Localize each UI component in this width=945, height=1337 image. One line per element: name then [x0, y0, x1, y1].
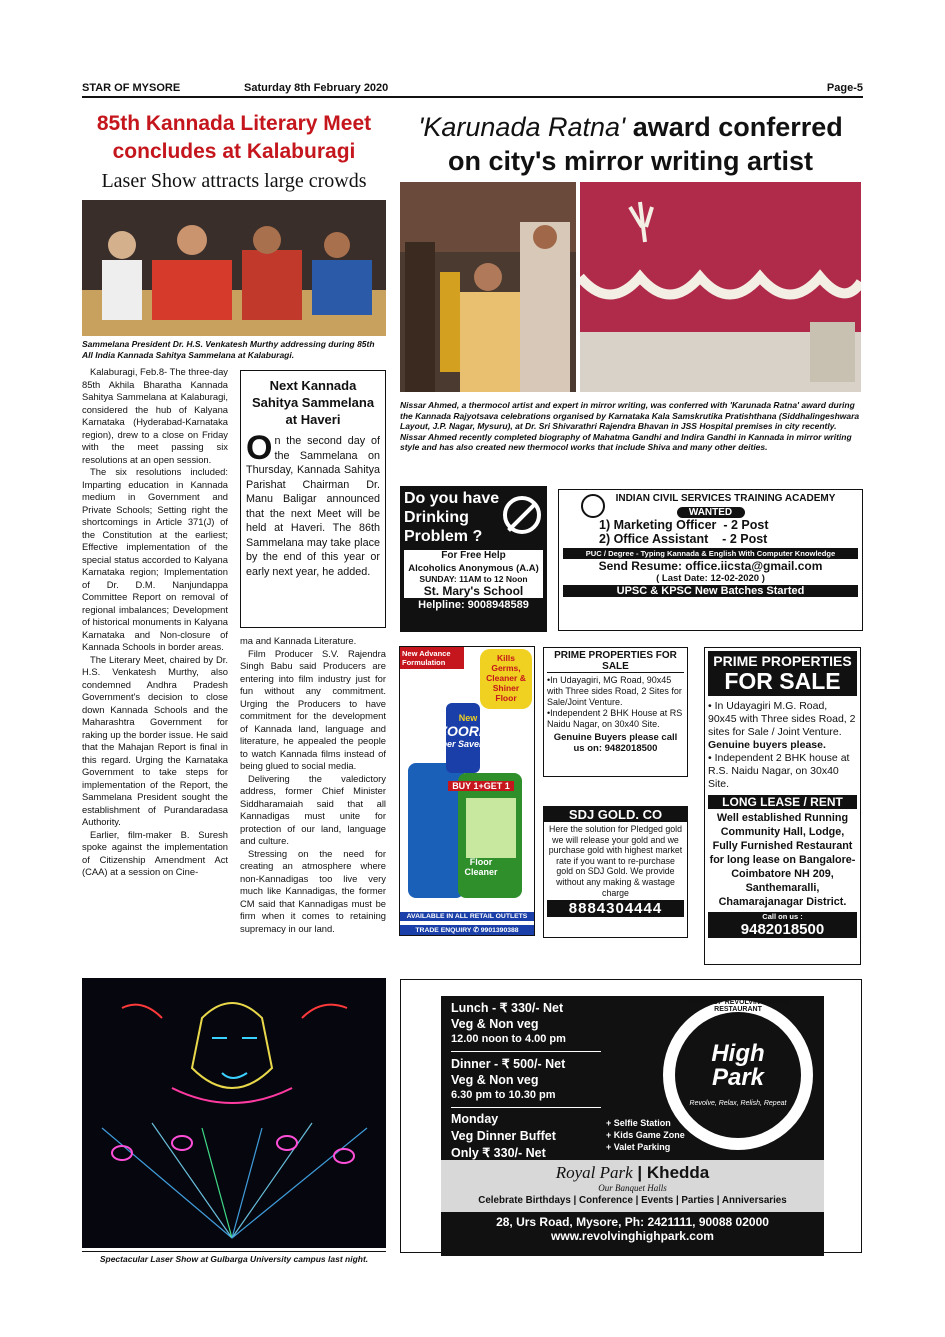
right-headline: 'Karunada Ratna' award conferred on city's mirror writing artist — [418, 112, 843, 176]
prime-properties-small-ad: PRIME PROPERTIES FOR SALE •In Udayagiri, MG Road, 90x45 with Three sides Road, 2 Sites for Sale/Joint Venture. •Independent 2 BHK House at RS Naidu Nagar, on 30x40 Site. Genuine Buyers please call us on: 9482018500 — [543, 647, 688, 777]
left-column-1: Kalaburagi, Feb.8- The three-day 85th Akhila Bharatha Kannada Sahitya Sammelana at Kalaburagi, considered the hub of Kalyana Karnataka (Hyderabad-Karnataka region), drew to a close on Friday with the meet passing six resolutions at an open session. The six resolutions included: Imparting education in Kannada medium in Government and Private Schools; Setting right the shortcomings in Article 371(J) of the Constitution at the earliest; Effective implementation of the special status accorded to Kalyana Karnataka region; Implementation of Dr. D.M. Nanjundappa Committee Report on removal of regional imbalances; Development of historical monuments in Kalyana Karnataka and Non-closure of Kannada Schools in border areas. The Literary Meet, chaired by Dr. H.S. Venkatesh Murthy, also condemned Andhra Pradesh Government's decision to close down Kannada Schools and the Maharashtra Government for raking up the border issue. He said that the Mahajan Report is final in this regard. Urging the Karnataka Government to take steps for implementation of the Report, the Sammelana President sought the establishment of Purandaradasa Authority. Earlier, film-maker B. Suresh spoke against the implementation of Citizenship Amendment Act (CAA) at a session on Cine- — [82, 366, 228, 877]
academy-ad: INDIAN CIVIL SERVICES TRAINING ACADEMY WANTED 1) Marketing Officer - 2 Post 2) Office Assistant - 2 Post PUC / Degree - Typing Kannada & English With Computer Knowledge Send Resume: office.iicsta@gmail.com ( Last Date: 12-02-2020 ) UPSC & KPSC New Batches Started — [558, 489, 863, 631]
award-photo — [400, 182, 576, 392]
zoorex-ad: New Advance Formulation Kills Germs, Cleaner & Shiner Floor New ZOOREX Super Saver Pack BUY 1+GET 1 Floor Cleaner AVAILABLE IN ALL RETAIL OUTLETS TRADE ENQUIRY ✆ 9901390388 — [399, 646, 535, 936]
prime-item-1: • In Udayagiri M.G. Road, 90x45 with Three sides Road, 2 sites for Sale / Joint Venture. Genuine buyers please. — [708, 700, 856, 751]
sdj-gold-ad: SDJ GOLD. CO Here the solution for Pledged gold we will release your gold and we purchase gold with highest market rate if you want to re-purchase gold on SDJ Gold. We provide without any making & wastage charge 8884304444 — [543, 806, 688, 938]
haveri-box — [240, 370, 386, 628]
page-header — [82, 80, 863, 98]
highpark-logo: ROOF TOP REVOLVING BAR & RESTAURANT High Park Revolve, Relax, Relish, Repeat — [663, 1000, 813, 1150]
left-headline: 85th Kannada Literary Meet concludes at Kalaburagi — [96, 112, 372, 163]
haveri-box-text: n the second day of the Sammelana on Thursday, Kannada Sahitya Parishat Chairman Dr. Manu Baligar announced that the next Meet will be held at Haveri. The 86th Sammelana may take place by the end of this year or early next year, he added. — [246, 435, 380, 578]
award-caption: Nissar Ahmed, a thermocol artist and expert in mirror writing, was conferred with 'Karunada Ratna' award during the Kannada Rajyotsava celebrations organised by Karnataka Kala Samskrutika Pratishthana (Siddhalingeshwara Layout, J.P. Nagar, Mysuru), at Dr. Sri Shivarathri Rajendra Bhavan in JSS Hospital premises in city recently. Nissar Ahmed recently completed biography of Mahatma Gandhi and Indira Gandhi in Kannada in mirror writing style and has also created new thermocol works that include Shiva and many other deities. — [400, 400, 860, 453]
dropcap: O — [246, 429, 273, 467]
perks: + Selfie Station + Kids Game Zone + Valet Parking — [606, 1118, 685, 1152]
menu-block: Lunch - ₹ 330/- Net Veg & Non veg 12.00 noon to 4.00 pm Dinner - ₹ 500/- Net Veg & Non veg 6.30 pm to 10.30 pm Monday Veg Dinner Buffet Only ₹ 330/- Net — [451, 1000, 601, 1162]
paper-name: STAR OF MYSORE — [82, 82, 181, 94]
page-number: Page-5 — [826, 82, 863, 94]
highpark-ad: Lunch - ₹ 330/- Net Veg & Non veg 12.00 noon to 4.00 pm Dinner - ₹ 500/- Net Veg & Non veg 6.30 pm to 10.30 pm Monday Veg Dinner Buffet Only ₹ 330/- Net + Selfie Station + Kids Game Zone + Valet Parking ROOF TOP REVOLVING BAR & RESTAURANT High Park Revolve, Relax, Relish, Repeat Royal Park | Khedda Our Banquet Halls Celebrate Birthdays | Conference | Events | Parties | Anniversaries 28, Urs Road, Mysore, Ph: 2421111, 90088 02000 www.revolvinghighpark.com — [400, 979, 862, 1253]
prime-item-2: • Independent 2 BHK house at R.S. Naidu Nagar, on 30x40 Site. — [708, 752, 850, 790]
issue-date: Saturday 8th February 2020 — [244, 82, 389, 94]
prime-properties-big-ad: PRIME PROPERTIES FOR SALE • In Udayagiri M.G. Road, 90x45 with Three sides Road, 2 sites for Sale / Joint Venture. Genuine buyers please. • Independent 2 BHK house at R.S. Naidu Nagar, on 30x40 Site. LONG LEASE / RENT Well established Running Community Hall, Lodge, Fully Furnished Restaurant for long lease on Bangalore-Coimbatore NH 209, Santhemaralli, Chamarajanagar District. Call on us : 9482018500 — [704, 647, 861, 965]
aa-ad: Do you have Drinking Problem ? For Free Help Alcoholics Anonymous (A.A) SUNDAY: 11AM to 12 Noon St. Mary's School Helpline: 9008948589 — [400, 486, 547, 632]
left-subhead: Laser Show attracts large crowds — [101, 170, 367, 192]
left-column-2: ma and Kannada Literature. Film Producer S.V. Rajendra Singh Babu said Producers are entering into film industry just for fun without any commitment. Urging the Producers to have commitment for the development of Kannada land, language and literature, he appealed the people to watch Kannada films instead of being glued to social media. Delivering the valedictory address, former Chief Minister Siddharamaiah said that all Kannadigas must unite for protection of our land, language and culture. Stressing on the need for creating an atmosphere where non-Kannadigas too live very much like Kannadigas, the former CM said that Kannadigas must be firm when it comes to retaining supremacy in our land. — [240, 635, 386, 934]
laser-show-photo — [82, 978, 386, 1248]
no-drinking-icon — [503, 496, 541, 534]
sammelana-photo — [82, 200, 386, 336]
sammelana-caption: Sammelana President Dr. H.S. Venkatesh Murthy addressing during 85th All India Kannada Sahitya Sammelana at Kalaburagi. — [82, 339, 375, 360]
laser-caption: Spectacular Laser Show at Gulbarga University campus last night. — [82, 1251, 386, 1265]
academy-logo-icon — [581, 494, 605, 518]
haveri-box-title: Next Kannada Sahitya Sammelana at Haveri — [251, 378, 375, 427]
thermocol-art-photo — [580, 182, 861, 392]
